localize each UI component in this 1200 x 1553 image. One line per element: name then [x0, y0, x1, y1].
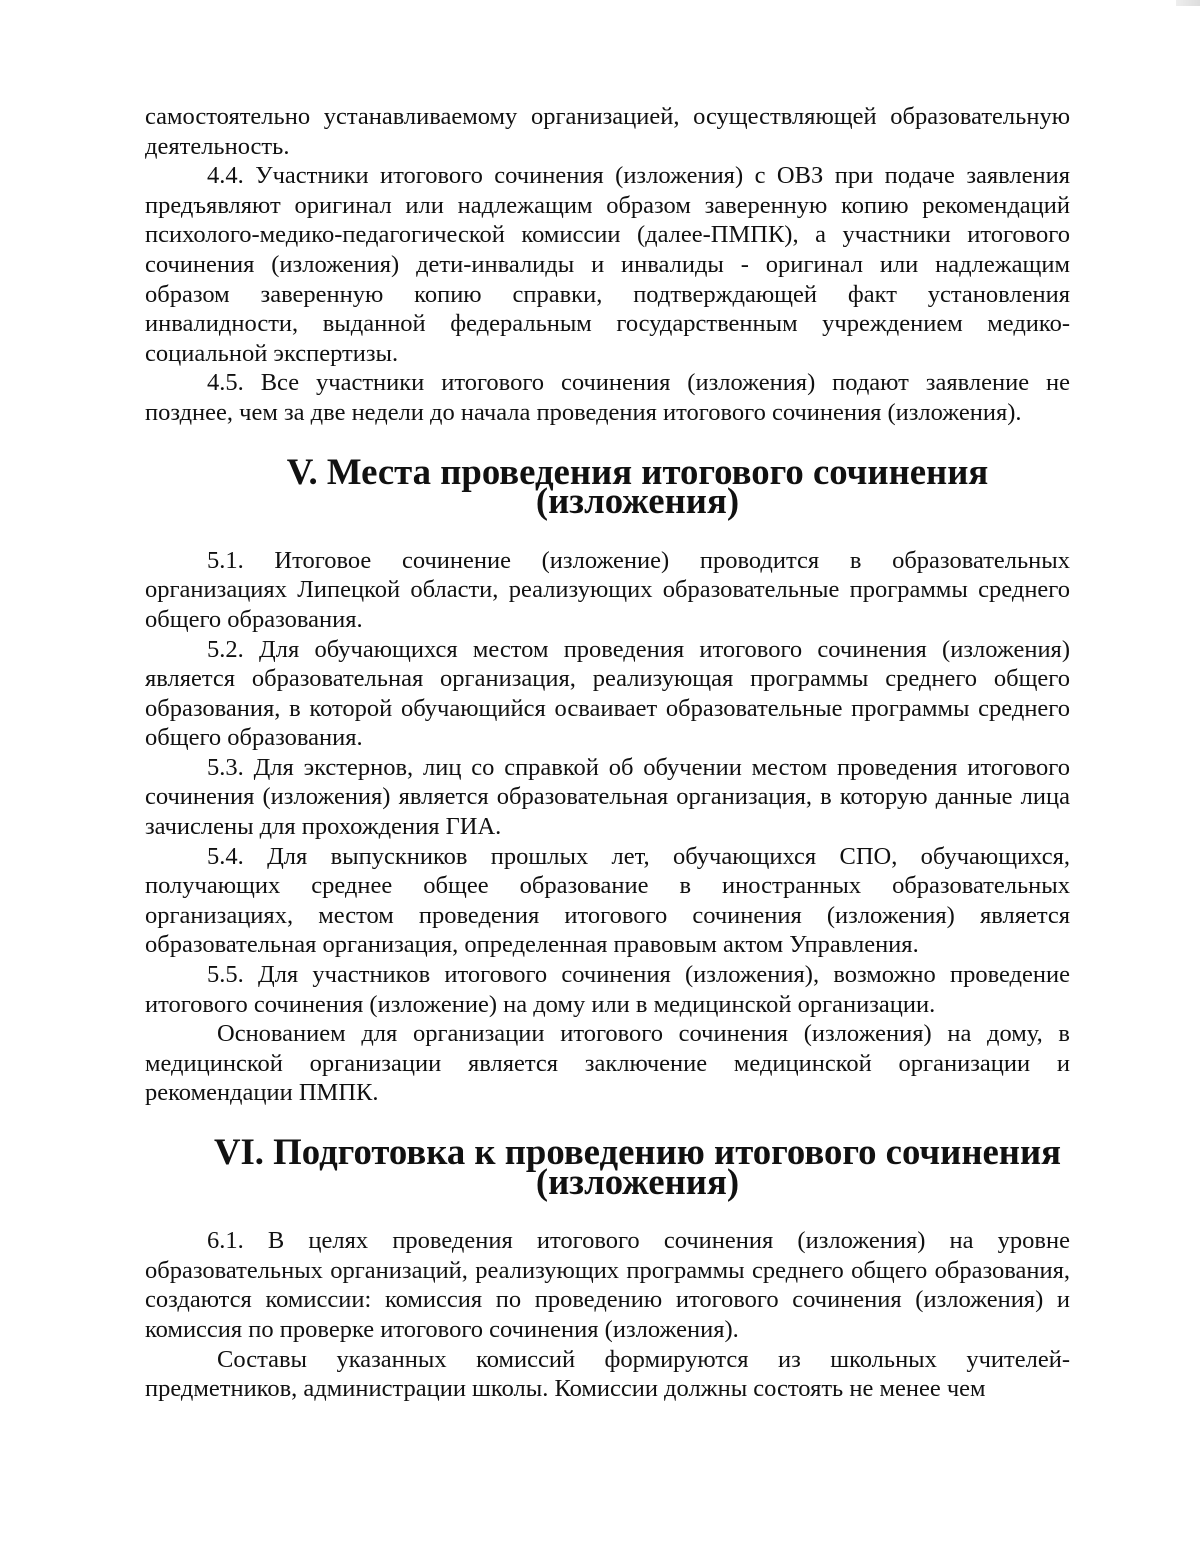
paragraph-5-2: 5.2. Для обучающихся местом проведения итогового сочинения (изложения) является образовательная организация, реализующая программы среднего общего образования, в которой обучающийся осваивает образовательные программы среднего общего образования. — [145, 635, 1070, 752]
scan-artifact — [1176, 0, 1200, 6]
paragraph-5-1: 5.1. Итоговое сочинение (изложение) проводится в образовательных организациях Липецкой области, реализующих образовательные программы среднего общего образования. — [145, 546, 1070, 633]
paragraph-5-4: 5.4. Для выпускников прошлых лет, обучающихся СПО, обучающихся, получающих среднее общее образование в иностранных образовательных организациях, местом проведения итогового сочинения (изложения) является образовательная организация, определенная правовым актом Управления. — [145, 842, 1070, 959]
paragraph-6-1: 6.1. В целях проведения итогового сочинения (изложения) на уровне образовательных организаций, реализующих программы среднего общего образования, создаются комиссии: комиссия по проведению итогового сочинения (изложения) и комиссия по проверке итогового сочинения (изложения). — [145, 1227, 1070, 1343]
paragraph-6-composition: Составы указанных комиссий формируются из школьных учителей-предметников, администрации школы. Комиссии должны состоять не менее чем — [145, 1345, 1070, 1403]
paragraph-4-5: 4.5. Все участники итогового сочинения (изложения) подают заявление не позднее, чем за две недели до начала проведения итогового сочинения (изложения). — [145, 369, 1070, 426]
paragraph-4-4: 4.4. Участники итогового сочинения (изложения) с ОВЗ при подаче заявления предъявляют оригинал или надлежащим образом заверенную копию рекомендаций психолого-медико-педагогической комиссии (далее-ПМПК), а участники итогового сочинения (изложения) дети-инвалиды и инвалиды - оригинал или надлежащим образом заверенную копию справки, подтверждающей факт установления инвалидности, выданной федеральным государственным учреждением медико-социальной экспертизы. — [145, 162, 1070, 367]
paragraph-5-3: 5.3. Для экстернов, лиц со справкой об обучении местом проведения итогового сочинения (изложения) является образовательная организация, в которую данные лица зачислены для прохождения ГИА. — [145, 753, 1070, 841]
document-page — [145, 102, 1070, 1404]
paragraph-continuation: самостоятельно устанавливаемому организацией, осуществляющей образовательную деятельность. — [145, 103, 1070, 160]
paragraph-5-basis: Основанием для организации итогового сочинения (изложения) на дому, в медицинской организации является заключение медицинской организации и рекомендации ПМПК. — [145, 1020, 1070, 1107]
section-5-heading: V. Места проведения итогового сочинения (изложения) — [286, 450, 989, 522]
paragraph-5-5: 5.5. Для участников итогового сочинения (изложения), возможно проведение итогового сочинения (изложение) на дому или в медицинской организации. — [145, 961, 1070, 1018]
section-6-heading: VI. Подготовка к проведению итогового сочинения (изложения) — [213, 1131, 1062, 1202]
